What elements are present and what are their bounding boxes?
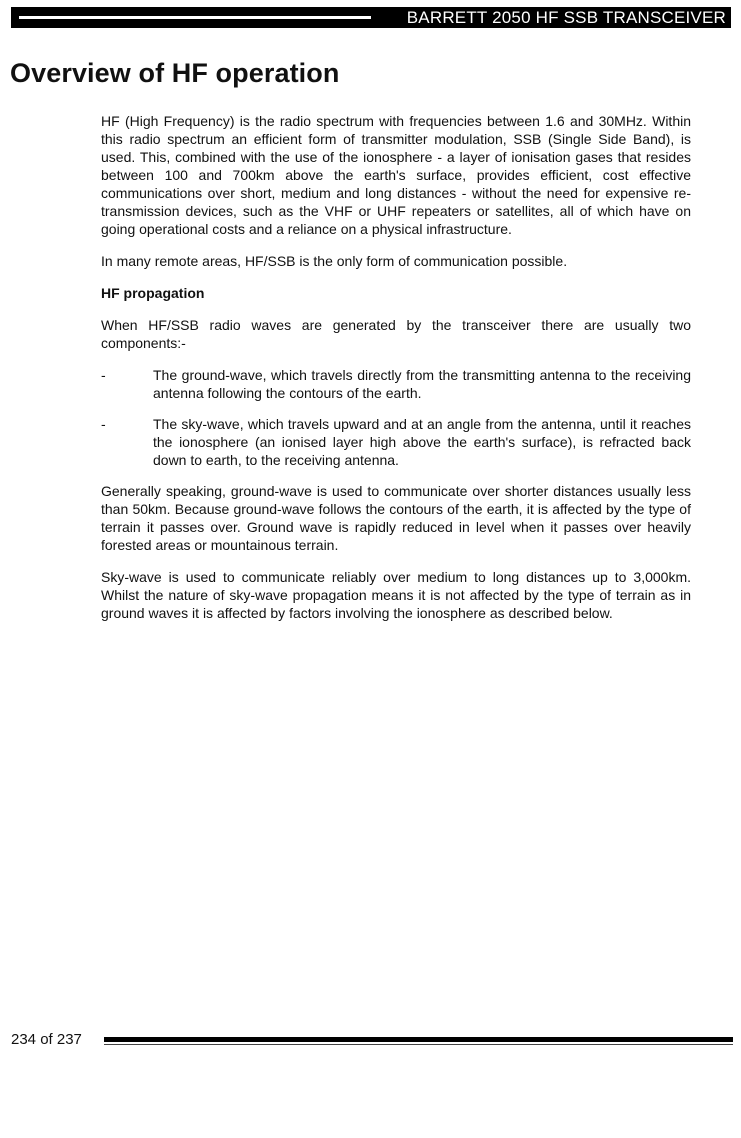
bullet-text: The ground-wave, which travels directly from the transmitting antenna to the receiving antenna following the contours of the earth. <box>153 367 691 401</box>
header-rule <box>19 16 371 19</box>
section-heading-hf-propagation: HF propagation <box>101 285 205 301</box>
document-header-title: BARRETT 2050 HF SSB TRANSCEIVER <box>406 8 726 27</box>
bullet-text: The sky-wave, which travels upward and at an angle from the antenna, until it reaches the ionosphere (an ionised layer high above the earth's surface), is refracted back down to earth, to the receiving antenna. <box>153 416 691 468</box>
bullet-ground-wave <box>101 366 691 402</box>
remote-areas-paragraph: In many remote areas, HF/SSB is the only form of communication possible. <box>101 253 568 269</box>
sky-wave-paragraph: Sky-wave is used to communicate reliably over medium to long distances up to 3,000km. Whilst the nature of sky-wave propagation means it is not affected by the type of terrain as in ground waves it is affected by factors involving the ionosphere as described below. <box>101 569 691 621</box>
bullet-marker: - <box>101 416 106 432</box>
bullet-marker: - <box>101 367 106 383</box>
header-bar <box>11 7 731 28</box>
page-number: 234 of 237 <box>11 1031 82 1048</box>
footer-rule-thin <box>104 1044 733 1045</box>
bullet-sky-wave <box>101 415 691 469</box>
page-title: Overview of HF operation <box>10 58 340 88</box>
footer-rule <box>104 1037 733 1042</box>
ground-wave-paragraph: Generally speaking, ground-wave is used to communicate over shorter distances usually less than 50km. Because ground-wave follows the contours of the earth, it is affected by the type of terrain it passes over. Ground wave is rapidly reduced in level when it passes over heavily forested areas or mountainous terrain. <box>101 483 691 553</box>
body-content <box>101 112 691 636</box>
components-paragraph: When HF/SSB radio waves are generated by the transceiver there are usually two components:- <box>101 317 691 351</box>
intro-paragraph: HF (High Frequency) is the radio spectrum with frequencies between 1.6 and 30MHz. Within this radio spectrum an efficient form of transmitter modulation, SSB (Single Side Band), is used. This, combined with the use of the ionosphere - a layer of ionisation gases that resides between 100 and 700km above the earth's surface, provides efficient, cost effective communications over short, medium and long distances - without the need for expensive re-transmission devices, such as the VHF or UHF repeaters or satellites, all of which have on going operational costs and a reliance on a physical infrastructure. <box>101 113 691 237</box>
